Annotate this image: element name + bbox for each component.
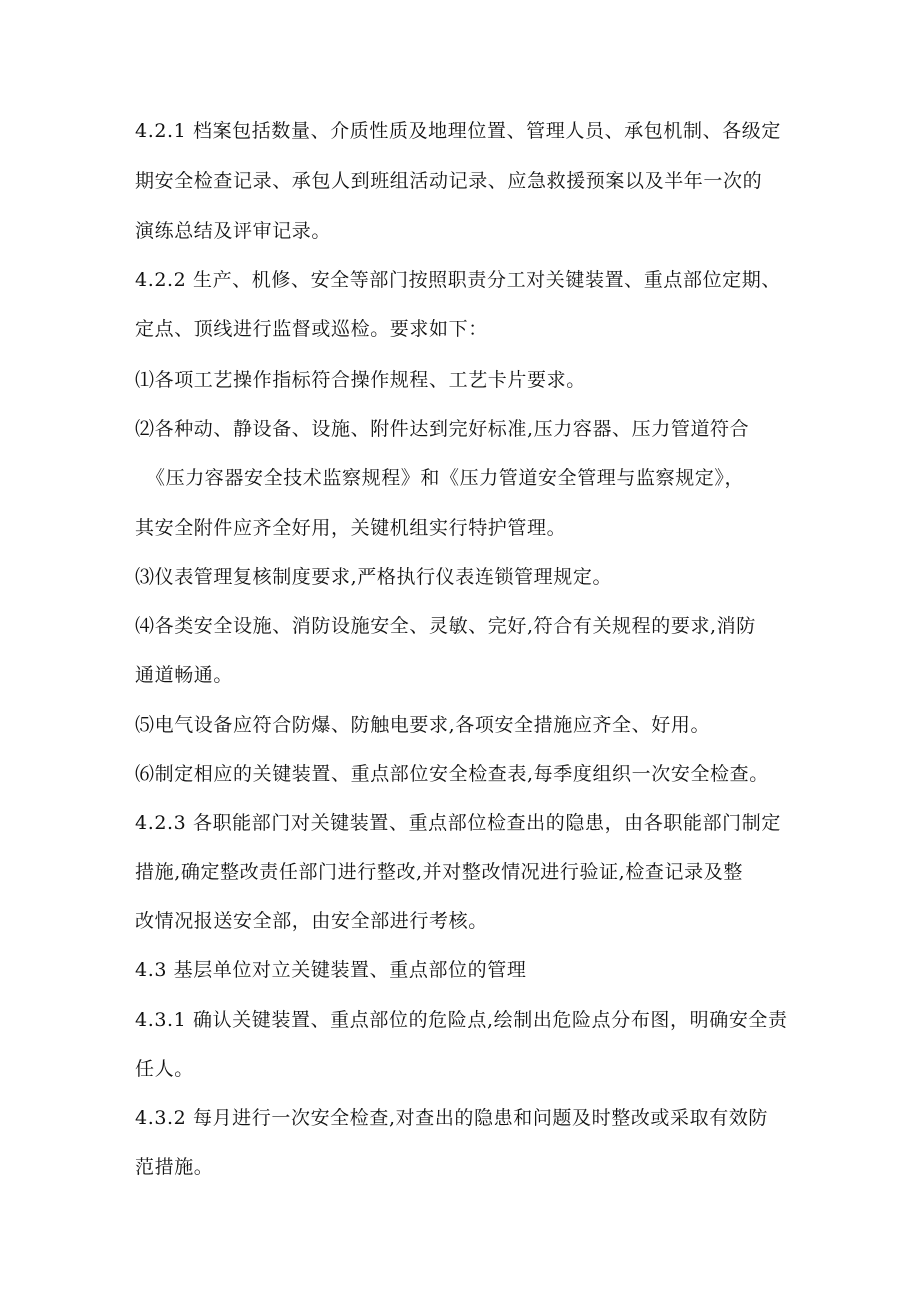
text-line: 定点、顶线进行监督或巡检。要求如下： bbox=[135, 318, 488, 340]
text-line: 4.3.2 每月进行一次安全检查,对查出的隐患和问题及时整改或采取有效防 bbox=[135, 1107, 769, 1129]
text-line: 通道畅通。 bbox=[135, 664, 234, 686]
text-line: 《压力容器安全技术监察规程》和《压力管道安全管理与监察规定》， bbox=[146, 467, 745, 489]
text-line: 4.3.1 确认关键装置、重点部位的危险点,绘制出危险点分布图，明确安全责 bbox=[135, 1009, 788, 1031]
text-line: 范措施。 bbox=[135, 1156, 214, 1178]
text-line: ⑴各项工艺操作指标符合操作规程、工艺卡片要求。 bbox=[135, 369, 586, 391]
text-line: ⑹制定相应的关键装置、重点部位安全检查表,每季度组织一次安全检查。 bbox=[135, 763, 769, 785]
text-line: 改情况报送安全部，由安全部进行考核。 bbox=[135, 910, 488, 932]
text-line: 措施,确定整改责任部门进行整改,并对整改情况进行验证,检查记录及整 bbox=[135, 861, 743, 883]
text-line: 任人。 bbox=[135, 1058, 194, 1080]
text-line: ⑶仪表管理复核制度要求,严格执行仪表连锁管理规定。 bbox=[135, 566, 613, 588]
text-line: ⑷各类安全设施、消防设施安全、灵敏、完好,符合有关规程的要求,消防 bbox=[135, 615, 756, 637]
text-line: ⑵各种动、静设备、设施、附件达到完好标准,压力容器、压力管道符合 bbox=[135, 418, 750, 440]
text-line: 4.2.3 各职能部门对关键装置、重点部位检查出的隐患，由各职能部门制定 bbox=[135, 812, 781, 834]
text-line: 其安全附件应齐全好用，关键机组实行特护管理。 bbox=[135, 517, 567, 539]
text-line: 4.2.1 档案包括数量、介质性质及地理位置、管理人员、承包机制、各级定 bbox=[135, 120, 781, 142]
text-line: 4.3 基层单位对立关键装置、重点部位的管理 bbox=[135, 959, 527, 981]
text-line: 4.2.2 生产、机修、安全等部门按照职责分工对关键装置、重点部位定期、 bbox=[135, 269, 781, 291]
text-line: 演练总结及评审记录。 bbox=[135, 220, 332, 242]
text-line: ⑸电气设备应符合防爆、防触电要求,各项安全措施应齐全、好用。 bbox=[135, 714, 711, 736]
text-line: 期安全检查记录、承包人到班组活动记录、应急救援预案以及半年一次的 bbox=[135, 170, 763, 192]
